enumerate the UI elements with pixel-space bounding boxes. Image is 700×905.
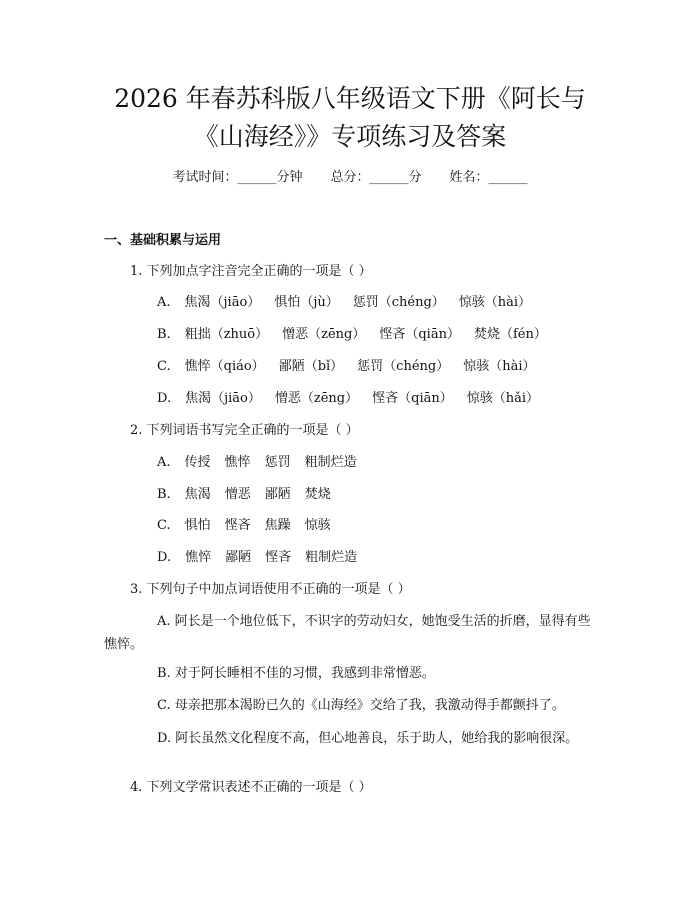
q2-option-c: C. 惧怕 悭吝 焦躁 惊骇 (157, 518, 331, 533)
q3-option-b: B. 对于阿长睡相不佳的习惯，我感到非常憎恶。 (157, 666, 435, 681)
q3-option-a: A. 阿长是一个地位低下，不识字的劳动妇女，她饱受生活的折磨，显得有些憔悴。 (104, 614, 591, 652)
document-title (40, 80, 660, 156)
q1-option-a: A. 焦渴（jiāo） 惧怕（jù） 惩罚（chéng） 惊骇（hài） (157, 295, 532, 310)
title-line-2: 《山海经》》专项练习及答案 (193, 122, 507, 151)
question-4-stem: 4. 下列文学常识表述不正确的一项是（ ） (130, 780, 372, 795)
student-name: 姓名：______ (449, 170, 528, 185)
q2-option-a: A. 传授 憔悴 惩罚 粗制烂造 (157, 455, 357, 470)
q1-option-d: D. 焦渴（jiāo） 憎恶（zēng） 悭吝（qiān） 惊骇（hǎi） (157, 391, 540, 406)
q3-option-c: C. 母亲把那本渴盼已久的《山海经》交给了我，我激动得手都颤抖了。 (157, 698, 565, 713)
q2-option-b: B. 焦渴 憎恶 鄙陋 焚烧 (157, 487, 331, 502)
q1-option-c: C. 憔悴（qiáo） 鄙陋（bǐ） 惩罚（chéng） 惊骇（hài） (157, 359, 536, 374)
section-heading: 一、基础积累与运用 (104, 233, 222, 248)
q1-option-b: B. 粗拙（zhuō） 憎恶（zēng） 悭吝（qiān） 焚烧（fén） (157, 327, 547, 342)
title-line-1: 2026 年春苏科版八年级语文下册《阿长与 (114, 84, 586, 113)
question-1-stem: 1. 下列加点字注音完全正确的一项是（ ） (130, 264, 372, 279)
question-3-stem: 3. 下列句子中加点词语使用不正确的一项是（ ） (130, 582, 411, 597)
exam-time: 考试时间：______分钟 (172, 170, 303, 185)
q2-option-d: D. 憔悴 鄙陋 悭吝 粗制烂造 (157, 550, 358, 565)
exam-score: 总分：______分 (330, 170, 422, 185)
question-2-stem: 2. 下列词语书写完全正确的一项是（ ） (130, 423, 359, 438)
exam-meta (0, 168, 700, 188)
q3-option-d: D. 阿长虽然文化程度不高，但心地善良，乐于助人，她给我的影响很深。 (157, 731, 579, 746)
